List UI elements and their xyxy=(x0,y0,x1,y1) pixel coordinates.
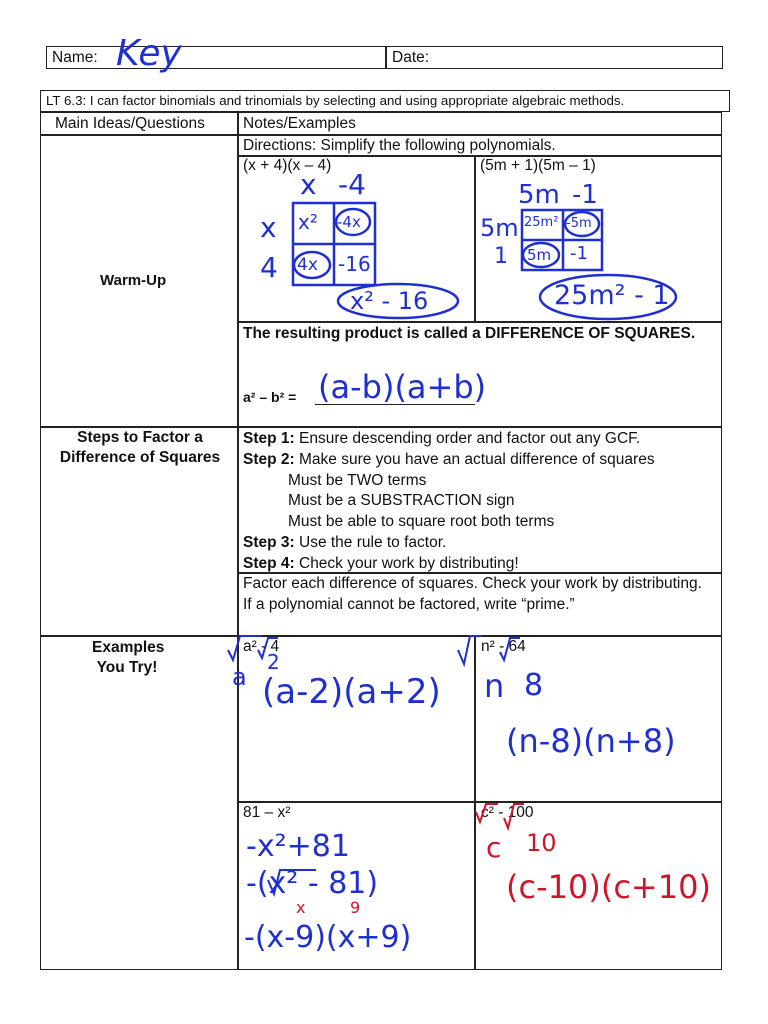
warmup-problem1-prompt: (x + 4)(x – 4) xyxy=(243,157,332,174)
difference-of-squares-note: The resulting product is called a DIFFERENCE OF SQUARES. xyxy=(243,325,696,342)
p1-top-minus4: -4 xyxy=(338,168,366,201)
ex3-line2: -(x² - 81) xyxy=(246,866,379,901)
ex1-note-a: a xyxy=(232,663,247,691)
p2-cell-tl: 25m² xyxy=(524,215,559,230)
p1-cell-tr: -4x xyxy=(337,213,361,231)
ex4-note-c: c xyxy=(486,831,502,864)
formula-answer: (a-b)(a+b) xyxy=(318,368,487,406)
ex3-line3: -(x-9)(x+9) xyxy=(244,920,412,955)
ex3-line1: -x²+81 xyxy=(246,829,350,864)
warmup-label: Warm-Up xyxy=(100,272,167,289)
step-1-head: Step 1: xyxy=(243,430,295,447)
step-2-sub-1-text: Must be TWO terms xyxy=(288,471,427,489)
name-label: Name: xyxy=(52,49,98,66)
ex1-prompt: a² - 4 xyxy=(243,638,280,655)
step-4-text: Check your work by distributing! xyxy=(294,554,519,572)
step-2-text: Make sure you have an actual difference of squares xyxy=(294,450,655,468)
p2-cell-bl: 5m xyxy=(527,246,552,264)
examples-label: Examples You Try! xyxy=(92,639,165,676)
warmup-problem2-prompt: (5m + 1)(5m – 1) xyxy=(480,157,596,174)
ex4-prompt: c² - 100 xyxy=(481,804,534,821)
steps-label: Steps to Factor a Difference of Squares xyxy=(59,429,221,466)
name-value: Key xyxy=(116,33,182,74)
column-header-right: Notes/Examples xyxy=(243,115,356,132)
p2-top-5m: 5m xyxy=(518,180,560,210)
ex3-prompt: 81 – x² xyxy=(243,804,291,821)
ex4-answer: (c-10)(c+10) xyxy=(506,868,711,906)
ex4-note-10: 10 xyxy=(526,829,557,857)
ex2-note-n: n xyxy=(484,667,505,705)
date-label: Date: xyxy=(392,49,430,66)
p1-cell-bl: 4x xyxy=(297,255,318,275)
p2-cell-tr: -5m xyxy=(566,216,592,231)
p2-cell-br: -1 xyxy=(570,243,588,264)
formula-label: a² – b² = xyxy=(243,389,297,405)
p1-cell-br: -16 xyxy=(338,252,371,276)
learning-target: LT 6.3: I can factor binomials and trinomials by selecting and using appropriate algebraic methods. xyxy=(46,93,625,108)
ex2-prompt: n² - 64 xyxy=(481,638,526,655)
warmup-directions: Directions: Simplify the following polynomials. xyxy=(243,137,556,154)
p1-side-4: 4 xyxy=(260,251,278,284)
step-2-head: Step 2: xyxy=(243,450,295,468)
p1-side-x: x xyxy=(260,211,277,244)
examples-instructions: Factor each difference of squares. Check your work by distributing. If a polynomial cannot be factored, write “prime.” xyxy=(243,575,702,613)
ex1-answer: (a-2)(a+2) xyxy=(262,672,441,712)
ex3-sub-9: 9 xyxy=(350,898,361,917)
p1-answer: x² - 16 xyxy=(350,287,429,315)
step-2-sub-2-text: Must be a SUBSTRACTION sign xyxy=(288,492,515,510)
p1-cell-tl: x² xyxy=(298,210,318,234)
step-1-text: Ensure descending order and factor out any GCF. xyxy=(294,430,641,447)
step-3-head: Step 3: xyxy=(243,533,295,551)
ex1-note-2: 2 xyxy=(267,650,280,674)
p2-side-1: 1 xyxy=(494,244,508,269)
ex2-note-8: 8 xyxy=(524,668,544,703)
step-2-sub-3-text: Must be able to square root both terms xyxy=(288,513,555,531)
ex3-sub-x: x xyxy=(296,898,306,917)
p2-top-minus1: -1 xyxy=(572,180,598,210)
p2-answer: 25m² - 1 xyxy=(554,280,670,311)
ex2-answer: (n-8)(n+8) xyxy=(506,722,676,760)
p2-side-5m: 5m xyxy=(480,214,519,242)
step-4-head: Step 4: xyxy=(243,554,295,572)
p1-top-x: x xyxy=(300,168,317,201)
step-3-text: Use the rule to factor. xyxy=(294,533,447,551)
column-header-left: Main Ideas/Questions xyxy=(55,115,205,132)
